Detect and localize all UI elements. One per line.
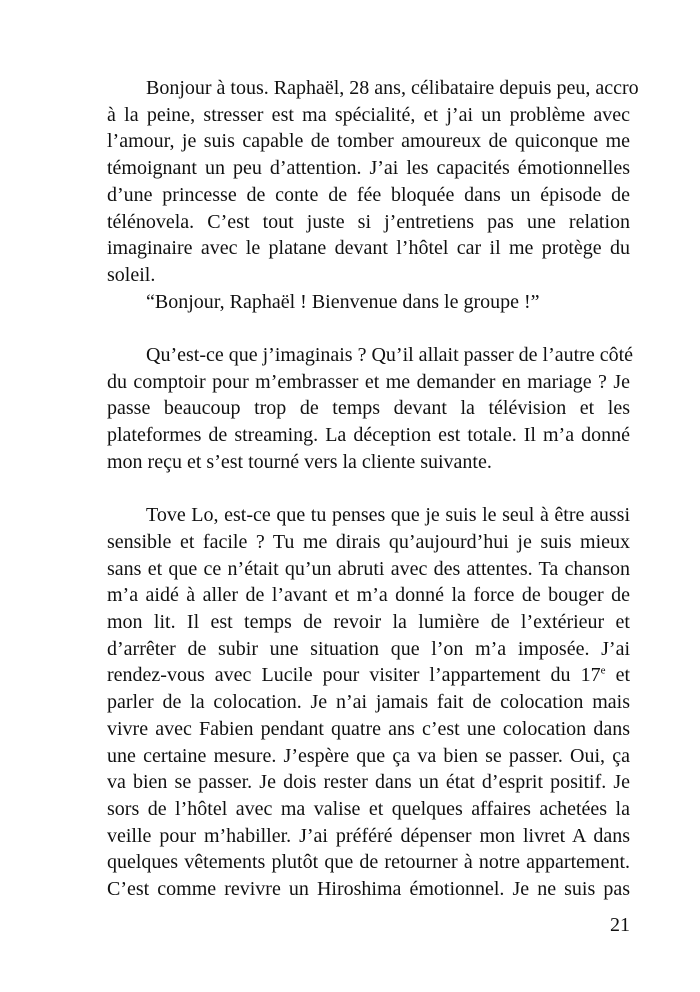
page-number: 21 — [610, 914, 630, 936]
text-line: imaginaire avec le platane devant l’hôtel car il me protège du — [107, 237, 630, 260]
text-line: mon lit. Il est temps de revoir la lumière de l’extérieur et — [107, 611, 630, 633]
text-segment: et — [605, 664, 630, 687]
text-line: Qu’est-ce que j’imaginais ? Qu’il allait passer de l’autre côté — [146, 344, 634, 366]
text-segment: rendez-vous avec Lucile pour visiter l’appartement du 17 — [107, 664, 601, 687]
text-line: plateformes de streaming. La déception est totale. Il m’a donné — [107, 424, 630, 447]
text-line: veille pour m’habiller. J’ai préféré dépenser mon livret A dans — [107, 824, 630, 847]
text-line: va bien se passer. Je dois rester dans un état d’esprit positif. Je — [107, 771, 630, 794]
text-line: sors de l’hôtel avec ma valise et quelques affaires achetées la — [107, 797, 630, 820]
text-line: Bonjour à tous. Raphaël, 28 ans, célibataire depuis peu, accro — [146, 77, 639, 99]
text-line: C’est comme revivre un Hiroshima émotionnel. Je ne suis pas — [107, 878, 630, 900]
text-line: une certaine mesure. J’espère que ça va bien se passer. Oui, ça — [107, 744, 630, 767]
text-line: m’a aidé à aller de l’avant et m’a donné la force de bouger de — [107, 584, 630, 607]
text-line: soleil. — [107, 263, 156, 286]
text-line: mon reçu et s’est tourné vers la cliente suivante. — [107, 450, 492, 473]
text-line: l’amour, je suis capable de tomber amoureux de quiconque me — [107, 130, 630, 153]
superscript: e — [600, 664, 606, 677]
text-line: passe beaucoup trop de temps devant la télévision et les — [107, 397, 630, 420]
text-line: vivre avec Fabien pendant quatre ans c’est une colocation dans — [107, 717, 630, 740]
text-line: sans et que ce n’était qu’un abruti avec des attentes. Ta chanson — [107, 557, 630, 580]
text-line: d’arrêter de subir une situation que l’on m’a imposée. J’ai — [107, 637, 630, 660]
text-line: Tove Lo, est-ce que tu penses que je suis le seul à être aussi — [146, 504, 630, 527]
text-line — [107, 662, 630, 689]
text-line: du comptoir pour m’embrasser et me demander en mariage ? Je — [107, 370, 630, 393]
text-line: témoignant un peu d’attention. J’ai les capacités émotionnelles — [107, 157, 630, 180]
text-line: d’une princesse de conte de fée bloquée dans un épisode de — [107, 183, 630, 206]
text-line: parler de la colocation. Je n’ai jamais fait de colocation mais — [107, 691, 630, 714]
text-line: quelques vêtements plutôt que de retourner à notre appartement. — [107, 851, 630, 874]
text-line: sensible et facile ? Tu me dirais qu’aujourd’hui je suis mieux — [107, 530, 630, 553]
text-line: à la peine, stresser est ma spécialité, et j’ai un problème avec — [107, 103, 630, 126]
text-line: télénovela. C’est tout juste si j’entretiens pas une relation — [107, 210, 630, 233]
text-line: “Bonjour, Raphaël ! Bienvenue dans le groupe !” — [146, 290, 540, 313]
